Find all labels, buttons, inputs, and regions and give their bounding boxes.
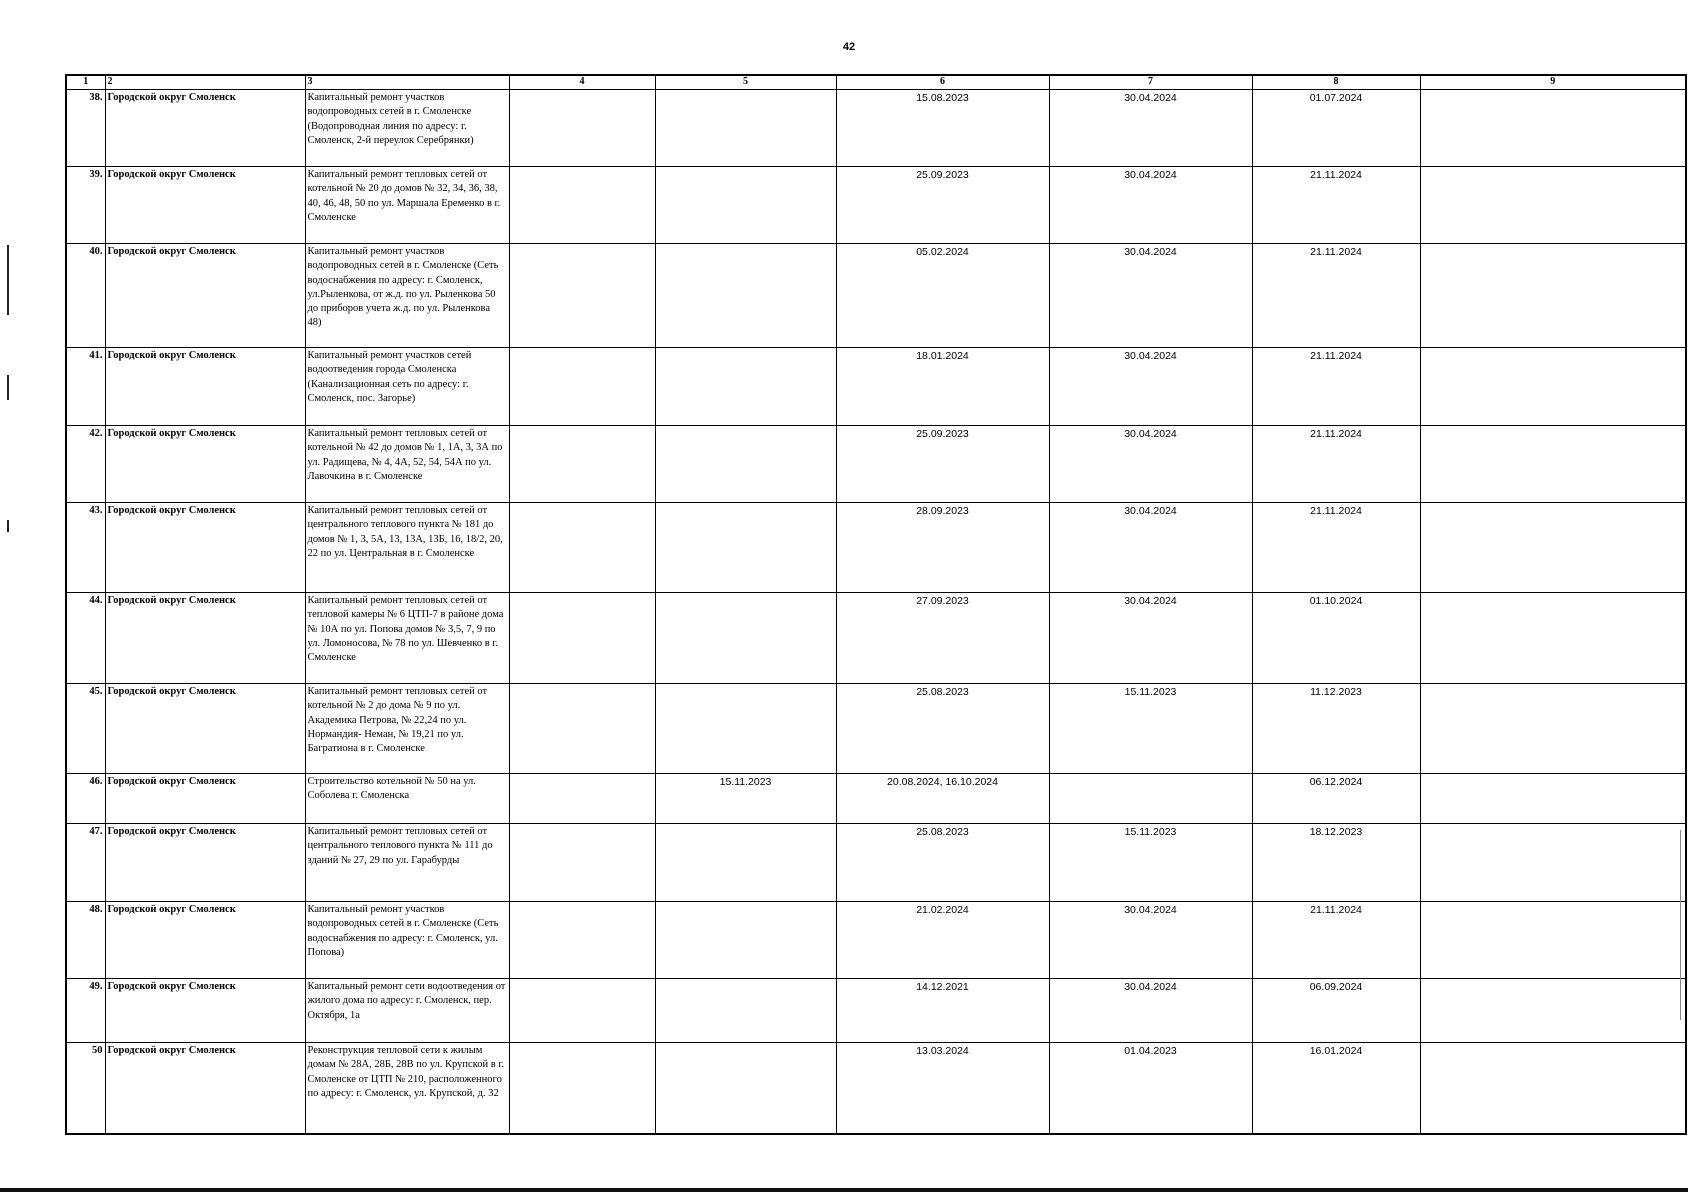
municipality: Городской округ Смоленск: [105, 593, 305, 684]
page-number: 42: [842, 41, 856, 53]
col-4-value: [509, 684, 655, 774]
row-number: 47.: [66, 824, 105, 902]
col-5-value: [655, 902, 836, 979]
table-row: [66, 348, 1686, 426]
page-bottom-rule: [0, 1188, 1688, 1192]
table-row: [66, 824, 1686, 902]
municipality: Городской округ Смоленск: [105, 902, 305, 979]
col-5-value: [655, 90, 836, 167]
scan-mark: [7, 375, 9, 400]
col-4-value: [509, 503, 655, 593]
row-number: 43.: [66, 503, 105, 593]
col-8-date: 21.11.2024: [1252, 244, 1420, 348]
municipality: Городской округ Смоленск: [105, 244, 305, 348]
row-number: 50: [66, 1043, 105, 1134]
municipality: Городской округ Смоленск: [105, 979, 305, 1043]
municipality: Городской округ Смоленск: [105, 348, 305, 426]
work-description: Капитальный ремонт тепловых сетей от тепловой камеры № 6 ЦТП-7 в районе дома № 10А по ул. Попова домов № 3,5, 7, 9 по ул. Ломоносова, № 78 по ул. Шевченко в г. Смоленске: [305, 593, 509, 684]
row-number: 38.: [66, 90, 105, 167]
work-description: Капитальный ремонт участков водопроводных сетей в г. Смоленске (Сеть водоснабжения по адресу: г. Смоленск, ул. Попова): [305, 902, 509, 979]
col-6-date: 13.03.2024: [836, 1043, 1049, 1134]
col-8-date: 06.09.2024: [1252, 979, 1420, 1043]
col-4-value: [509, 348, 655, 426]
col-5-value: [655, 503, 836, 593]
table-row: [66, 244, 1686, 348]
col-7-date: 30.04.2024: [1049, 90, 1252, 167]
col-4-value: [509, 979, 655, 1043]
row-number: 40.: [66, 244, 105, 348]
col-7-date: 30.04.2024: [1049, 503, 1252, 593]
col-6-date: 05.02.2024: [836, 244, 1049, 348]
municipality: Городской округ Смоленск: [105, 774, 305, 824]
row-number: 39.: [66, 167, 105, 244]
table-row: [66, 979, 1686, 1043]
municipality: Городской округ Смоленск: [105, 426, 305, 503]
col-7-date: 30.04.2024: [1049, 593, 1252, 684]
col-8-date: 18.12.2023: [1252, 824, 1420, 902]
work-description: Капитальный ремонт участков водопроводных сетей в г. Смоленске (Водопроводная линия по адресу: г. Смоленск, 2-й переулок Серебрянки): [305, 90, 509, 167]
col-9-value: [1420, 426, 1686, 503]
header-col-6: 6: [836, 75, 1049, 90]
col-6-date: 15.08.2023: [836, 90, 1049, 167]
header-col-3: 3: [305, 75, 509, 90]
col-9-value: [1420, 902, 1686, 979]
col-5-value: [655, 684, 836, 774]
col-9-value: [1420, 593, 1686, 684]
col-8-date: 21.11.2024: [1252, 503, 1420, 593]
col-5-value: [655, 348, 836, 426]
table-row: [66, 90, 1686, 167]
work-description: Капитальный ремонт сети водоотведения от жилого дома по адресу: г. Смоленск, пер. Октября, 1а: [305, 979, 509, 1043]
col-9-value: [1420, 774, 1686, 824]
municipality: Городской округ Смоленск: [105, 503, 305, 593]
col-7-date: 30.04.2024: [1049, 979, 1252, 1043]
col-9-value: [1420, 348, 1686, 426]
table-row: [66, 684, 1686, 774]
header-col-8: 8: [1252, 75, 1420, 90]
col-4-value: [509, 90, 655, 167]
row-number: 41.: [66, 348, 105, 426]
col-9-value: [1420, 1043, 1686, 1134]
work-description: Капитальный ремонт тепловых сетей от котельной № 2 до дома № 9 по ул. Академика Петрова, № 22,24 по ул. Нормандия- Неман, № 19,21 по ул. Багратиона в г. Смоленске: [305, 684, 509, 774]
work-description: Реконструкция тепловой сети к жилым домам № 28А, 28Б, 28В по ул. Крупской в г. Смоленске от ЦТП № 210, расположенного по адресу: г. Смоленск, ул. Крупской, д. 32: [305, 1043, 509, 1134]
col-8-date: 16.01.2024: [1252, 1043, 1420, 1134]
col-4-value: [509, 774, 655, 824]
col-5-value: [655, 1043, 836, 1134]
col-6-date: 21.02.2024: [836, 902, 1049, 979]
col-7-date: 01.04.2023: [1049, 1043, 1252, 1134]
col-7-date: 30.04.2024: [1049, 244, 1252, 348]
col-9-value: [1420, 684, 1686, 774]
col-7-date: 30.04.2024: [1049, 167, 1252, 244]
table-row: [66, 902, 1686, 979]
col-8-date: 01.10.2024: [1252, 593, 1420, 684]
work-description: Капитальный ремонт участков сетей водоотведения города Смоленска (Канализационная сеть по адресу: г. Смоленск, пос. Загорье): [305, 348, 509, 426]
col-4-value: [509, 244, 655, 348]
table-row: [66, 1043, 1686, 1134]
col-9-value: [1420, 244, 1686, 348]
municipality: Городской округ Смоленск: [105, 167, 305, 244]
header-col-9: 9: [1420, 75, 1686, 90]
col-6-date: 18.01.2024: [836, 348, 1049, 426]
col-5-value: [655, 244, 836, 348]
col-9-value: [1420, 90, 1686, 167]
col-7-date: 30.04.2024: [1049, 902, 1252, 979]
row-number: 49.: [66, 979, 105, 1043]
col-9-value: [1420, 979, 1686, 1043]
table-row: [66, 503, 1686, 593]
work-description: Капитальный ремонт тепловых сетей от котельной № 42 до домов № 1, 1А, 3, 3А по ул. Радищева, № 4, 4А, 52, 54, 54А по ул. Лавочкина в г. Смоленске: [305, 426, 509, 503]
col-6-date: 25.09.2023: [836, 426, 1049, 503]
col-8-date: 21.11.2024: [1252, 902, 1420, 979]
row-number: 42.: [66, 426, 105, 503]
municipality: Городской округ Смоленск: [105, 90, 305, 167]
col-6-date: 25.08.2023: [836, 824, 1049, 902]
col-8-date: 06.12.2024: [1252, 774, 1420, 824]
header-col-2: 2: [105, 75, 305, 90]
col-4-value: [509, 593, 655, 684]
col-5-value: [655, 979, 836, 1043]
row-number: 45.: [66, 684, 105, 774]
row-number: 48.: [66, 902, 105, 979]
col-6-date: 20.08.2024, 16.10.2024: [836, 774, 1049, 824]
work-description: Капитальный ремонт участков водопроводных сетей в г. Смоленске (Сеть водоснабжения по адресу: г. Смоленск, ул.Рыленкова, от ж.д. по ул. Рыленкова 50 до приборов учета ж.д. по ул. Рыленкова 48): [305, 244, 509, 348]
col-4-value: [509, 1043, 655, 1134]
header-col-1: 1: [66, 75, 105, 90]
col-6-date: 25.08.2023: [836, 684, 1049, 774]
col-8-date: 11.12.2023: [1252, 684, 1420, 774]
col-5-value: [655, 593, 836, 684]
col-8-date: 21.11.2024: [1252, 348, 1420, 426]
work-description: Капитальный ремонт тепловых сетей от центрального теплового пункта № 181 до домов № 1, 3, 5А, 13, 13А, 13Б, 16, 18/2, 20, 22 по ул. Центральная в г. Смоленске: [305, 503, 509, 593]
col-6-date: 25.09.2023: [836, 167, 1049, 244]
col-4-value: [509, 902, 655, 979]
col-4-value: [509, 426, 655, 503]
col-9-value: [1420, 824, 1686, 902]
col-5-date: 15.11.2023: [655, 774, 836, 824]
table-row: [66, 426, 1686, 503]
col-7-date: 15.11.2023: [1049, 824, 1252, 902]
header-col-7: 7: [1049, 75, 1252, 90]
col-9-value: [1420, 503, 1686, 593]
col-7-date: 30.04.2024: [1049, 348, 1252, 426]
municipality: Городской округ Смоленск: [105, 684, 305, 774]
scan-mark: [1680, 830, 1681, 1020]
work-description: Капитальный ремонт тепловых сетей от центрального теплового пункта № 111 до зданий № 27, 29 по ул. Гарабурды: [305, 824, 509, 902]
col-5-value: [655, 167, 836, 244]
municipality: Городской округ Смоленск: [105, 824, 305, 902]
col-6-date: 14.12.2021: [836, 979, 1049, 1043]
scan-mark: [7, 245, 9, 315]
col-6-date: 27.09.2023: [836, 593, 1049, 684]
table-row: [66, 593, 1686, 684]
header-col-4: 4: [509, 75, 655, 90]
schedule-table: [65, 74, 1687, 1135]
col-9-value: [1420, 167, 1686, 244]
col-6-date: 28.09.2023: [836, 503, 1049, 593]
table-row: [66, 167, 1686, 244]
row-number: 46.: [66, 774, 105, 824]
col-4-value: [509, 167, 655, 244]
header-col-5: 5: [655, 75, 836, 90]
row-number: 44.: [66, 593, 105, 684]
col-4-value: [509, 824, 655, 902]
municipality: Городской округ Смоленск: [105, 1043, 305, 1134]
col-8-date: 01.07.2024: [1252, 90, 1420, 167]
col-8-date: 21.11.2024: [1252, 426, 1420, 503]
col-7-date: 30.04.2024: [1049, 426, 1252, 503]
col-7-date: [1049, 774, 1252, 824]
col-5-value: [655, 426, 836, 503]
table-row: [66, 774, 1686, 824]
header-row: [66, 75, 1686, 90]
col-8-date: 21.11.2024: [1252, 167, 1420, 244]
work-description: Капитальный ремонт тепловых сетей от котельной № 20 до домов № 32, 34, 36, 38, 40, 46, 48, 50 по ул. Маршала Еременко в г. Смоленске: [305, 167, 509, 244]
col-5-value: [655, 824, 836, 902]
work-description: Строительство котельной № 50 на ул. Соболева г. Смоленска: [305, 774, 509, 824]
scan-mark: [7, 520, 9, 532]
col-7-date: 15.11.2023: [1049, 684, 1252, 774]
